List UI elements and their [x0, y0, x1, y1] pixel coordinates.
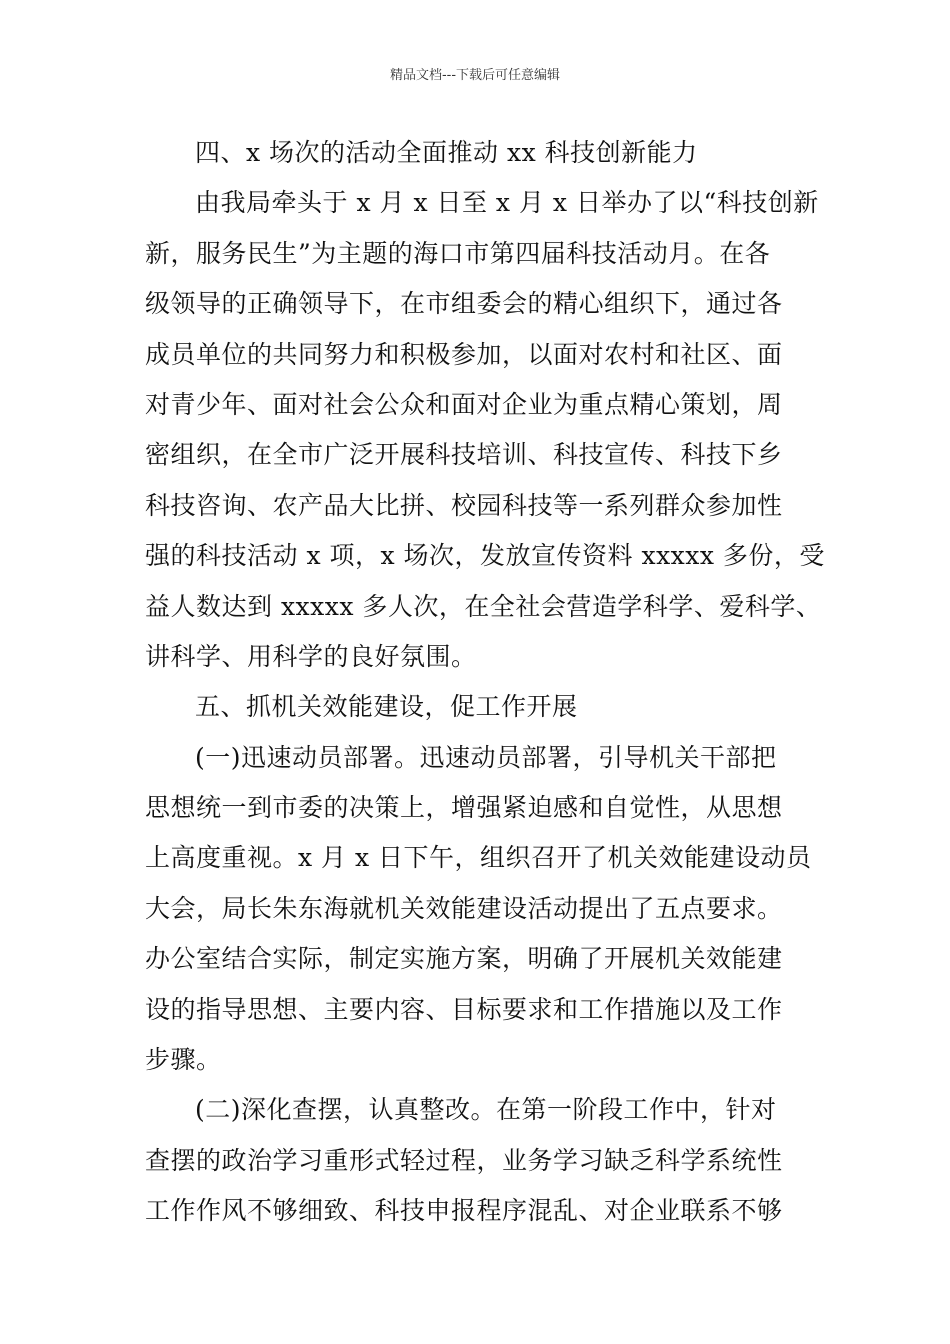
- text-line: 步骤。: [145, 1045, 222, 1075]
- document-body: [145, 128, 825, 1237]
- page-header: 精品文档---下载后可任意编辑: [389, 68, 561, 83]
- text-line: (一)迅速动员部署。迅速动员部署，引导机关干部把: [195, 742, 777, 772]
- text-line: 查摆的政治学习重形式轻过程，业务学习缺乏科学系统性: [145, 1145, 783, 1175]
- text-line: 级领导的正确领导下，在市组委会的精心组织下，通过各: [145, 289, 783, 319]
- text-line: 思想统一到市委的决策上，增强紧迫感和自觉性，从思想: [145, 793, 783, 823]
- text-line: 益人数达到 xxxxx 多人次，在全社会营造学科学、爱科学、: [145, 591, 822, 621]
- text-line: 密组织，在全市广泛开展科技培训、科技宣传、科技下乡: [145, 440, 783, 470]
- text-line: 对青少年、面对社会公众和面对企业为重点精心策划，周: [145, 389, 783, 419]
- text-line: (二)深化查摆，认真整改。在第一阶段工作中，针对: [195, 1095, 777, 1125]
- text-line: 由我局牵头于 x 月 x 日至 x 月 x 日举办了以“科技创新: [195, 188, 819, 218]
- text-line: 科技咨询、农产品大比拼、校园科技等一系列群众参加性: [145, 490, 783, 520]
- text-line: 办公室结合实际，制定实施方案，明确了开展机关效能建: [145, 944, 783, 974]
- text-line: 四、x 场次的活动全面推动 xx 科技创新能力: [195, 138, 698, 167]
- text-line: 新，服务民生”为主题的海口市第四届科技活动月。在各: [145, 238, 771, 268]
- text-line: 成员单位的共同努力和积极参加，以面对农村和社区、面: [145, 339, 783, 369]
- text-line: 设的指导思想、主要内容、目标要求和工作措施以及工作: [145, 994, 783, 1024]
- text-line: 工作作风不够细致、科技申报程序混乱、对企业联系不够: [145, 1196, 783, 1226]
- text-line: 强的科技活动 x 项，x 场次，发放宣传资料 xxxxx 多份，受: [145, 541, 825, 571]
- text-line: 大会，局长朱东海就机关效能建设活动提出了五点要求。: [145, 893, 783, 923]
- text-line: 五、抓机关效能建设，促工作开展: [195, 692, 578, 722]
- text-line: 上高度重视。x 月 x 日下午，组织召开了机关效能建设动员: [145, 843, 812, 873]
- text-line: 讲科学、用科学的良好氛围。: [145, 641, 477, 671]
